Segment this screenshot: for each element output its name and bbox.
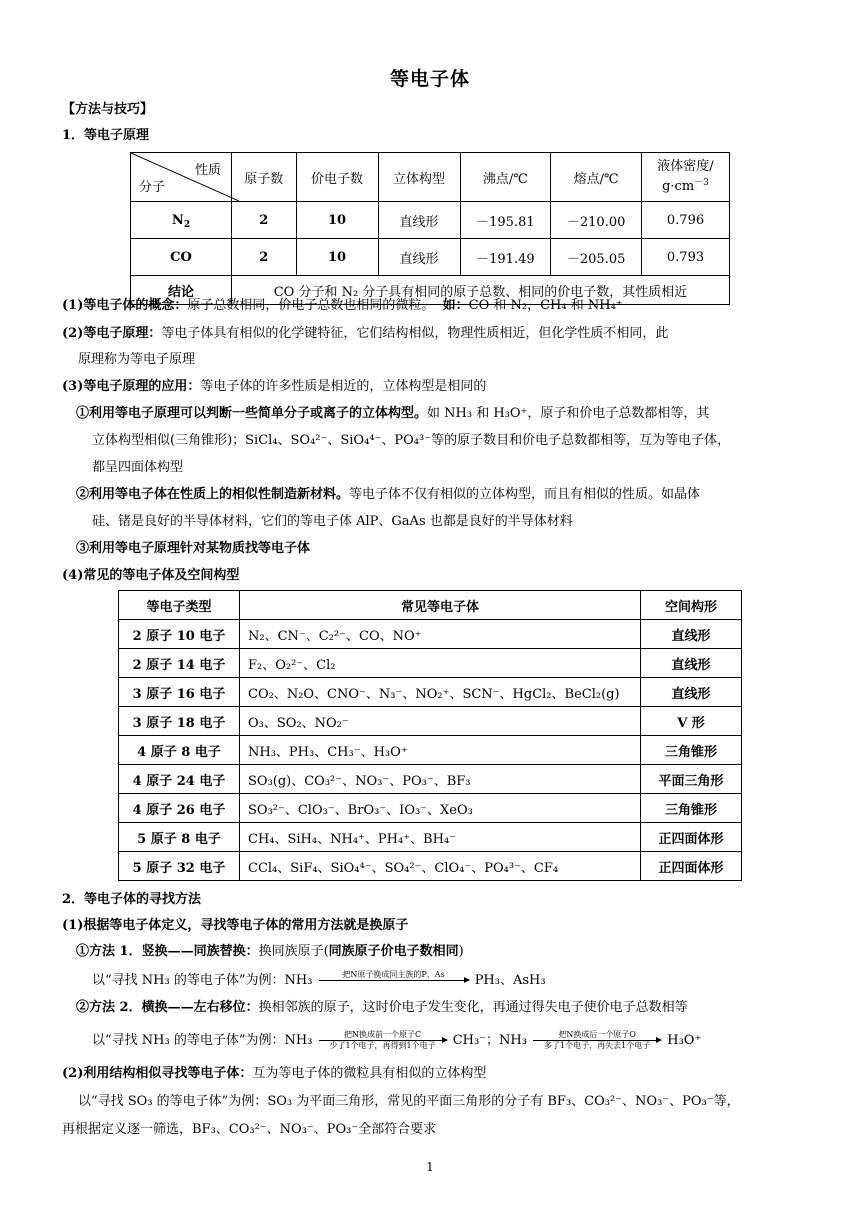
arrow-bar [319, 1040, 447, 1041]
method-1b [76, 998, 688, 1018]
row-species: CCl₄、SiF₄、SiO₄⁴⁻、SO₄²⁻、ClO₄⁻、PO₄³⁻、CF₄ [240, 852, 641, 881]
row-shape: 正四面体形 [641, 823, 742, 852]
paragraph-3-1-line-2: 立体构型相似(三角锥形)；SiCl₄、SO₄²⁻、SiO₄⁴⁻、PO₄³⁻等的原子数目和价电子总数都相等，互为等电子体， [92, 433, 731, 448]
row-type: 2 原子 14 电子 [119, 649, 240, 678]
table-row [131, 239, 730, 276]
section-2-heading: 2．等电子体的寻找方法 [62, 892, 202, 907]
isoelectronic-table [118, 590, 742, 881]
row-species: SO₃(g)、CO₃²⁻、NO₃⁻、PO₃⁻、BF₃ [240, 765, 641, 794]
paragraph-3-1-line-3: 都呈四面体构型 [92, 460, 184, 475]
row-molecule [131, 202, 232, 239]
paragraph-1 [62, 296, 623, 316]
p2-label: (2)等电子原理： [62, 326, 162, 341]
p3-1-label: ①利用等电子原理可以判断一些简单分子或离子的立体构型。 [76, 406, 428, 421]
row-type: 3 原子 16 电子 [119, 678, 240, 707]
ex1-prefix: 以“寻找 NH₃ 的等电子体”为例：NH₃ [92, 973, 313, 988]
row-shape: 直线形 [641, 678, 742, 707]
row-density: 0.796 [642, 202, 730, 239]
arrow-label-bottom: 少了1个电子，再得到1个电子 [329, 1041, 436, 1050]
row-shape: 直线形 [378, 239, 460, 276]
row-type: 5 原子 8 电子 [119, 823, 240, 852]
method-1a [76, 942, 464, 962]
header-mp: 熔点/℃ [551, 153, 642, 202]
reaction-arrow [319, 1030, 447, 1051]
properties-table [130, 152, 730, 305]
paragraph-3 [62, 377, 486, 397]
row-species: SO₃²⁻、ClO₃⁻、BrO₃⁻、IO₃⁻、XeO₃ [240, 794, 641, 823]
header-density [642, 153, 730, 202]
row-density: 0.793 [642, 239, 730, 276]
p1-text: 原子总数相同，价电子总数也相同的微粒。 [187, 298, 435, 313]
ex1-result: PH₃、AsH₃ [474, 973, 546, 988]
paragraph-3-1-line-1 [76, 404, 709, 424]
m1a-text: 换同族原子( [258, 944, 329, 959]
diag-top-label: 性质 [194, 163, 221, 178]
row-shape: 正四面体形 [641, 852, 742, 881]
p1-example: CO 和 N₂，CH₄ 和 NH₄⁺ [468, 298, 623, 313]
row-bp: －191.49 [460, 239, 551, 276]
ex2-result: H₃O⁺ [667, 1033, 702, 1048]
paragraph-3-2-line-2: 硅、锗是良好的半导体材料，它们的等电子体 AlP、GaAs 也都是良好的半导体材料 [92, 514, 573, 529]
header-species: 常见等电子体 [240, 591, 641, 620]
header-valence: 价电子数 [296, 153, 378, 202]
table-row [119, 823, 742, 852]
diag-bottom-label: 分子 [139, 180, 166, 195]
p3-text: 等电子体的许多性质是相近的，立体构型是相同的 [200, 379, 487, 394]
row-species: CO₂、N₂O、CNO⁻、N₃⁻、NO₂⁺、SCN⁻、HgCl₂、BeCl₂(g) [240, 678, 641, 707]
page-number: 1 [426, 1160, 434, 1174]
m1a-bold: 同族原子价电子数相同 [328, 944, 459, 959]
table-row [131, 202, 730, 239]
table-row [119, 678, 742, 707]
table-row [119, 765, 742, 794]
molecule-name: N [171, 212, 184, 228]
row-species: CH₄、SiH₄、NH₄⁺、PH₄⁺、BH₄⁻ [240, 823, 641, 852]
m1a-label: ①方法 1．竖换——同族替换： [76, 944, 259, 959]
row-type: 4 原子 8 电子 [119, 736, 240, 765]
conclusion-text: CO 分子和 N₂ 分子具有相同的原子总数、相同的价电子数，其性质相近 [232, 276, 730, 305]
row-shape: 平面三角形 [641, 765, 742, 794]
conclusion-label: 结论 [131, 276, 232, 305]
arrow-bar [319, 980, 469, 981]
arrow-label-top: 把N换成后一个原子O [558, 1030, 636, 1039]
arrow-label-top: 把N换成前一个原子C [343, 1030, 422, 1039]
header-shape: 立体构型 [378, 153, 460, 202]
table-row [119, 620, 742, 649]
m2-text: 互为等电子体的微粒具有相似的立体构型 [252, 1066, 487, 1081]
density-exp: －3 [694, 178, 709, 188]
method-1-heading: (1)根据等电子体定义，寻找等电子体的常用方法就是换原子 [62, 918, 409, 933]
header-bp: 沸点/℃ [460, 153, 551, 202]
method-1b-example [92, 1030, 701, 1051]
table-body [119, 620, 742, 881]
row-mp: －205.05 [551, 239, 642, 276]
table-row [119, 794, 742, 823]
method-1a-example [92, 970, 546, 991]
row-molecule: CO [131, 239, 232, 276]
ex2-mid: CH₃⁻；NH₃ [452, 1033, 527, 1048]
row-valence: 10 [296, 239, 378, 276]
table-row [119, 736, 742, 765]
arrow-label-bottom: 多了1个电子，再失去1个电子 [544, 1041, 651, 1050]
row-type: 5 原子 32 电子 [119, 852, 240, 881]
row-shape: 直线形 [378, 202, 460, 239]
row-species: O₃、SO₂、NO₂⁻ [240, 707, 641, 736]
row-shape: 直线形 [641, 649, 742, 678]
header-atoms: 原子数 [232, 153, 297, 202]
table-header-row [131, 153, 730, 202]
paragraph-3-3: ③利用等电子原理针对某物质找等电子体 [76, 541, 311, 556]
header-shape: 空间构形 [641, 591, 742, 620]
method-2-example-line-1: 以“寻找 SO₃ 的等电子体”为例：SO₃ 为平面三角形，常见的平面三角形的分子有 BF₃、CO₃²⁻、NO₃⁻、PO₃⁻等， [78, 1094, 740, 1109]
p3-1-text: 如 NH₃ 和 H₃O⁺，原子和价电子总数都相等，其 [427, 406, 710, 421]
p1-example-label: 如： [442, 298, 469, 313]
molecule-sub: 2 [183, 219, 191, 230]
row-type: 3 原子 18 电子 [119, 707, 240, 736]
row-mp: －210.00 [551, 202, 642, 239]
table-header-row [119, 591, 742, 620]
row-shape: 三角锥形 [641, 794, 742, 823]
p1-label: (1)等电子体的概念： [62, 298, 188, 313]
section-1-heading: 1．等电子原理 [62, 128, 150, 143]
method-2 [62, 1064, 486, 1084]
table-row [119, 852, 742, 881]
ex2-prefix: 以“寻找 NH₃ 的等电子体”为例：NH₃ [92, 1033, 313, 1048]
row-atoms: 2 [232, 202, 297, 239]
paragraph-2-line-1 [62, 324, 668, 344]
paragraph-3-2-line-1 [76, 485, 700, 505]
row-atoms: 2 [232, 239, 297, 276]
m2-label: (2)利用结构相似寻找等电子体： [62, 1066, 253, 1081]
reaction-arrow [319, 970, 469, 991]
density-unit: g·cm [662, 179, 695, 194]
arrow-label: 把N原子换成同主族的P、As [342, 970, 445, 979]
table-row [119, 649, 742, 678]
m1b-label: ②方法 2．横换——左右移位： [76, 1000, 259, 1015]
row-shape: V 形 [641, 707, 742, 736]
page-title: 等电子体 [389, 68, 470, 90]
row-species: F₂、O₂²⁻、Cl₂ [240, 649, 641, 678]
row-type: 4 原子 24 电子 [119, 765, 240, 794]
header-type: 等电子类型 [119, 591, 240, 620]
method-2-example-line-2: 再根据定义逐一筛选，BF₃、CO₃²⁻、NO₃⁻、PO₃⁻全部符合要求 [62, 1122, 437, 1137]
m1a-end: ) [458, 944, 464, 959]
row-valence: 10 [296, 202, 378, 239]
paragraph-4-heading: (4)常见的等电子体及空间构型 [62, 568, 240, 583]
row-type: 2 原子 10 电子 [119, 620, 240, 649]
p3-label: (3)等电子原理的应用： [62, 379, 201, 394]
m1b-text: 换相邻族的原子，这时价电子发生变化，再通过得失电子使价电子总数相等 [258, 1000, 688, 1015]
p3-2-text: 等电子体不仅有相似的立体构型，而且有相似的性质。如晶体 [349, 487, 701, 502]
row-species: N₂、CN⁻、C₂²⁻、CO、NO⁺ [240, 620, 641, 649]
p3-2-label: ②利用等电子体在性质上的相似性制造新材料。 [76, 487, 350, 502]
row-shape: 直线形 [641, 620, 742, 649]
section-method-heading: 【方法与技巧】 [62, 102, 154, 117]
reaction-arrow [533, 1030, 661, 1051]
arrow-bar [533, 1040, 661, 1041]
paragraph-2-line-2: 原理称为等电子原理 [78, 352, 196, 367]
row-bp: －195.81 [460, 202, 551, 239]
row-shape: 三角锥形 [641, 736, 742, 765]
diagonal-header-cell [131, 153, 232, 202]
row-species: NH₃、PH₃、CH₃⁻、H₃O⁺ [240, 736, 641, 765]
table-row [119, 707, 742, 736]
p2-text: 等电子体具有相似的化学键特征，它们结构相似，物理性质相近，但化学性质不相同，此 [161, 326, 669, 341]
row-type: 4 原子 26 电子 [119, 794, 240, 823]
density-label: 液体密度/ [657, 159, 714, 174]
